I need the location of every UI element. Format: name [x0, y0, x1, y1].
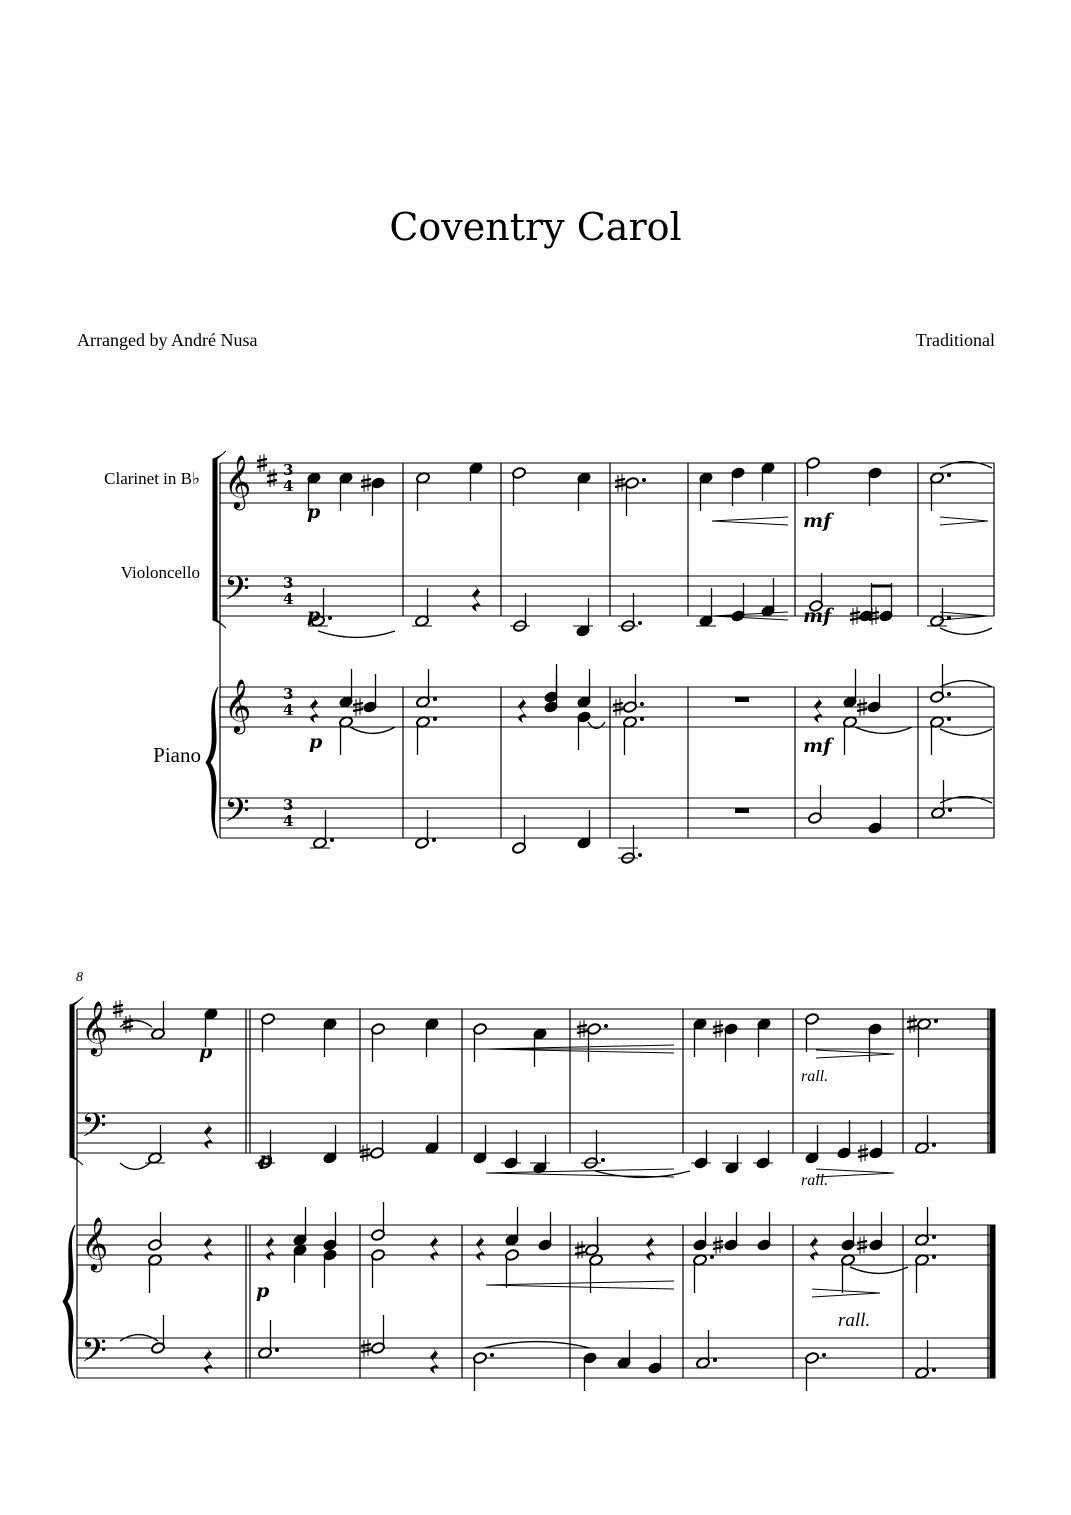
- dynamic-p: p: [307, 604, 321, 626]
- dynamic-mf: mf: [803, 735, 832, 757]
- ts-bottom: 4: [283, 590, 294, 608]
- final-barline: [990, 1009, 995, 1153]
- note: [370, 1120, 385, 1159]
- note: [915, 1207, 936, 1246]
- ts-bottom: 4: [283, 701, 294, 719]
- note: [313, 810, 334, 849]
- bass-clef-icon: 𝄢: [81, 1332, 107, 1378]
- cello-staff: [77, 1113, 994, 1153]
- note: [469, 462, 484, 501]
- dynamic-p: p: [259, 1148, 273, 1170]
- note: [724, 1023, 739, 1062]
- note: [930, 588, 951, 627]
- note: [577, 711, 592, 750]
- system-bracket: [70, 1005, 74, 1157]
- note: [731, 583, 746, 622]
- note: [761, 578, 776, 617]
- note: [915, 1254, 936, 1293]
- dynamic-p: p: [309, 731, 323, 753]
- decrescendo-hairpin: [812, 1289, 880, 1297]
- quarter-rest: [814, 695, 823, 723]
- note: [725, 1135, 740, 1174]
- quarter-rest: [810, 1233, 819, 1261]
- quarter-rest: [204, 1121, 213, 1149]
- whole-rest: [735, 697, 749, 702]
- note: [724, 1212, 739, 1251]
- bass-clef-icon: 𝄢: [224, 570, 250, 616]
- note: [371, 477, 386, 516]
- note: [869, 1120, 884, 1159]
- piano-label: Piano: [153, 743, 201, 767]
- note: [505, 1249, 520, 1288]
- note: [696, 1330, 717, 1369]
- ts-top: 3: [283, 796, 294, 814]
- note: [867, 674, 882, 713]
- note: [617, 1330, 632, 1369]
- note: [693, 1018, 708, 1057]
- note: [915, 1340, 936, 1379]
- note: [843, 669, 858, 708]
- note: [151, 1315, 166, 1354]
- tie: [484, 1342, 590, 1348]
- note: [425, 1018, 440, 1057]
- sharp-icon: [267, 469, 277, 487]
- note: [843, 716, 858, 755]
- note: [339, 716, 354, 755]
- note: [425, 1115, 440, 1154]
- ts-bottom: 4: [283, 812, 294, 830]
- note: [757, 1212, 772, 1251]
- decrescendo-hairpin: [940, 517, 988, 525]
- note: [512, 815, 527, 854]
- note: [371, 1023, 386, 1062]
- quarter-rest: [430, 1346, 439, 1374]
- ts-top: 3: [283, 685, 294, 703]
- note: [805, 1013, 820, 1052]
- whole-rest: [735, 808, 749, 813]
- tie: [940, 628, 992, 634]
- rall-marking: rall.: [801, 1172, 829, 1189]
- quarter-rest: [472, 584, 481, 612]
- note: [868, 467, 883, 506]
- note: [841, 1212, 856, 1251]
- note: [808, 785, 823, 824]
- note: [323, 1018, 338, 1057]
- note: [806, 457, 821, 496]
- tie: [350, 727, 395, 733]
- piano-brace: [206, 687, 218, 838]
- note: [917, 1018, 938, 1057]
- note: [533, 1135, 548, 1174]
- note: [512, 467, 527, 506]
- crescendo-hairpin: [486, 1281, 674, 1289]
- clarinet-label: Clarinet in B♭: [104, 469, 200, 488]
- tie: [940, 729, 992, 735]
- treble-clef-icon: 𝄞: [224, 454, 252, 508]
- decrescendo-hairpin: [816, 1050, 894, 1058]
- sharp-icon: [907, 1015, 917, 1033]
- cello-staff: [220, 576, 994, 616]
- note: [693, 1254, 714, 1293]
- ts-top: 3: [283, 461, 294, 479]
- note: [148, 1212, 163, 1251]
- note: [323, 1125, 338, 1164]
- dynamic-p: p: [199, 1041, 213, 1063]
- note: [473, 1125, 488, 1164]
- note: [915, 1115, 936, 1154]
- page-title: Coventry Carol: [389, 205, 682, 249]
- note: [538, 1212, 553, 1251]
- ts-top: 3: [283, 574, 294, 592]
- treble-clef-icon: 𝄞: [224, 678, 252, 732]
- dynamic-p: p: [307, 501, 321, 523]
- crescendo-hairpin: [486, 1169, 674, 1177]
- quarter-rest: [204, 1346, 213, 1374]
- tie: [120, 1163, 150, 1169]
- note: [699, 588, 714, 627]
- piano-rh-staff: [77, 1225, 994, 1265]
- note: [859, 583, 874, 622]
- quarter-rest: [430, 1233, 439, 1261]
- quarter-rest: [476, 1233, 485, 1261]
- system-bracket: [213, 459, 217, 620]
- quarter-rest: [310, 695, 319, 723]
- note: [371, 1249, 386, 1288]
- crescendo-hairpin: [712, 517, 788, 525]
- tie: [850, 1267, 908, 1273]
- composer-credit: Traditional: [915, 330, 995, 350]
- note: [371, 1202, 386, 1241]
- arranger-credit: Arranged by André Nusa: [77, 330, 258, 350]
- note: [585, 1217, 600, 1256]
- dynamic-mf: mf: [803, 605, 832, 627]
- note: [416, 669, 437, 708]
- note: [577, 810, 592, 849]
- ts-bottom: 4: [283, 477, 294, 495]
- rall-marking: rall.: [838, 1310, 871, 1331]
- note: [323, 1249, 338, 1288]
- measure-number: 8: [76, 970, 83, 985]
- note: [371, 1315, 386, 1354]
- note: [869, 1212, 884, 1251]
- note: [339, 669, 354, 708]
- rall-marking: rall.: [801, 1068, 829, 1085]
- note: [473, 1023, 488, 1062]
- note: [416, 472, 431, 511]
- quarter-rest: [646, 1233, 655, 1261]
- time-signatures: [283, 461, 293, 830]
- note: [868, 1023, 883, 1062]
- note: [148, 1254, 163, 1293]
- final-barline: [990, 1225, 995, 1378]
- note: [151, 1001, 166, 1040]
- dynamic-mf: mf: [803, 510, 832, 532]
- note: [623, 716, 644, 755]
- note: [415, 588, 430, 627]
- note: [576, 598, 591, 637]
- note: [868, 795, 883, 834]
- note: [841, 1254, 856, 1293]
- note: [416, 716, 437, 755]
- note: [805, 1125, 820, 1164]
- tie: [318, 631, 395, 637]
- note: [577, 472, 592, 511]
- treble-clef-icon: 𝄞: [81, 1216, 109, 1270]
- sharp-icon: [575, 1241, 585, 1259]
- note: [761, 462, 776, 501]
- tie: [940, 681, 992, 687]
- piano-lh-staff: [77, 1338, 994, 1378]
- quarter-rest: [518, 695, 527, 723]
- note: [415, 810, 436, 849]
- dynamic-p: p: [256, 1280, 270, 1302]
- note: [583, 1352, 598, 1391]
- note: [363, 674, 378, 713]
- tie: [855, 727, 912, 733]
- note: [837, 1120, 852, 1159]
- bass-clef-icon: 𝄢: [81, 1107, 107, 1153]
- bass-clef-icon: 𝄢: [224, 792, 250, 838]
- note: [930, 716, 951, 755]
- treble-clef-icon: 𝄞: [81, 1000, 109, 1054]
- note: [323, 1212, 338, 1251]
- note: [757, 1018, 772, 1057]
- note: [731, 467, 746, 506]
- quarter-rest: [204, 1233, 213, 1261]
- piano-brace: [63, 1225, 75, 1378]
- note: [699, 472, 714, 511]
- note: [148, 1125, 163, 1164]
- note: [261, 1013, 276, 1052]
- note: [293, 1244, 308, 1283]
- quarter-rest: [266, 1233, 275, 1261]
- note: [339, 472, 354, 511]
- note: [258, 1320, 279, 1359]
- note: [693, 1212, 708, 1251]
- note: [577, 669, 592, 708]
- note: [648, 1335, 663, 1374]
- cello-label: Violoncello: [120, 563, 200, 582]
- note: [879, 583, 894, 622]
- note: [505, 1207, 520, 1246]
- note: [930, 472, 951, 511]
- note: [293, 1207, 308, 1246]
